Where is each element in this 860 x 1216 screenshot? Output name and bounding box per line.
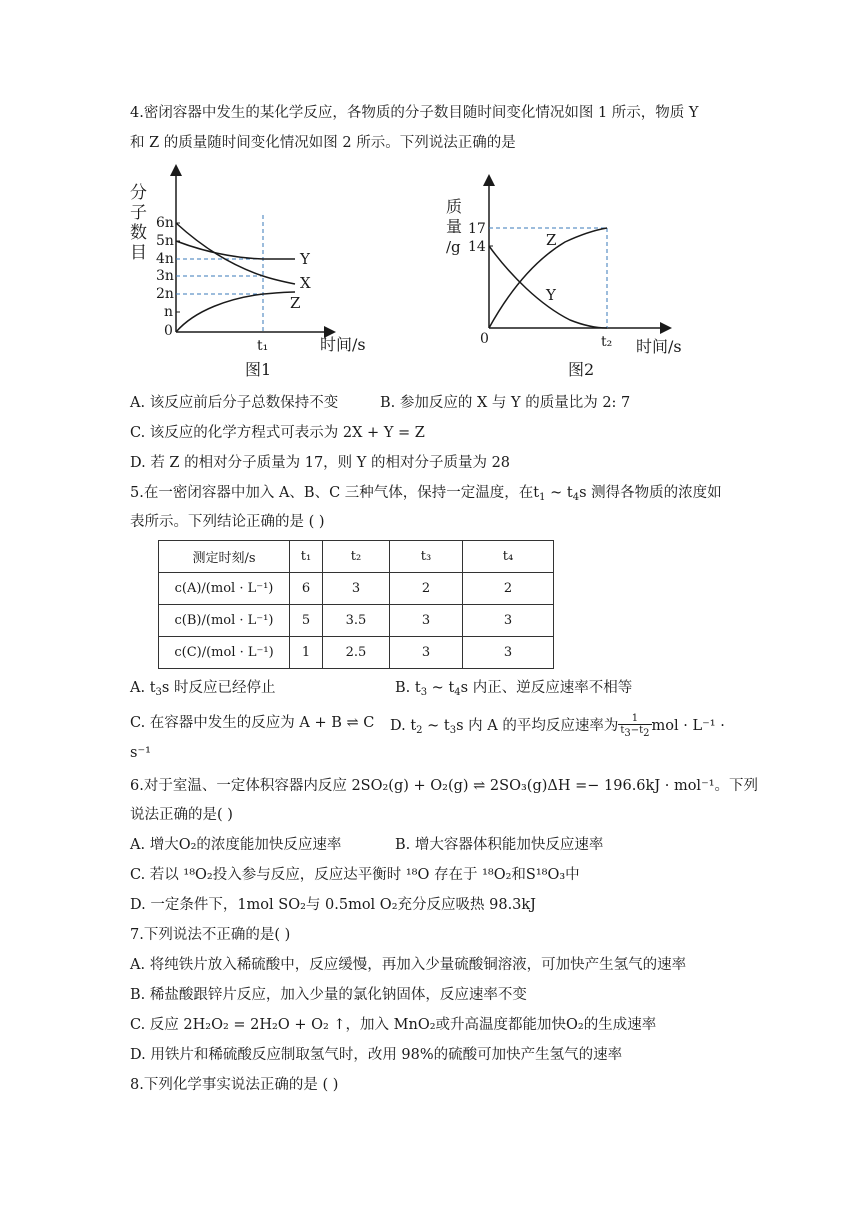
- fig1-series-z: [176, 292, 295, 332]
- q5-concentration-table: [158, 540, 554, 669]
- table-cell: 2: [390, 573, 463, 605]
- q7-option-d: D. 用铁片和稀硫酸反应制取氢气时，改用 98%的硫酸可加快产生氢气的速率: [130, 1047, 623, 1063]
- fig1-ylabel-char: 分: [130, 183, 147, 203]
- q5-option-a: A. $t_3s$ 时反应已经停止: [130, 680, 276, 698]
- fig1-ytick-2n: 2n: [156, 286, 174, 302]
- q5-option-d-text: s 内 A 的平均反应速率为: [456, 718, 619, 734]
- table-header-cell: t₁: [290, 541, 323, 573]
- q5-stem-line2: 表所示。下列结论正确的是 ( ): [130, 514, 325, 530]
- fig2-ylabel-char: 质: [446, 197, 463, 216]
- q6-option-c: C. 若以 ¹⁸O₂投入参与反应，反应达平衡时 ¹⁸O 存在于 ¹⁸O₂和S¹⁸O₃中: [130, 867, 580, 883]
- fig1-label-y: Y: [300, 250, 310, 268]
- fig1-ytick-0: 0: [164, 323, 173, 339]
- q6-option-d: D. 一定条件下，1mol SO₂与 0.5mol O₂充分反应吸热 98.3kJ: [130, 897, 536, 913]
- table-cell: 3: [323, 573, 390, 605]
- table-row: [159, 605, 554, 637]
- q4-option-d: D. 若 Z 的相对分子质量为 17，则 Y 的相对分子质量为 28: [130, 455, 511, 471]
- fig2-origin: 0: [480, 331, 489, 347]
- fig2-ytick-14: 14: [468, 239, 486, 255]
- fig2-caption: 图2: [568, 360, 595, 379]
- q7-option-a: A. 将纯铁片放入稀硫酸中，反应缓慢，再加入少量硫酸铜溶液，可加快产生氢气的速率: [130, 957, 687, 973]
- fig2-label-y: Y: [546, 286, 556, 304]
- fig2-xtick-t2: t₂: [601, 334, 613, 350]
- table-header-cell: t₂: [323, 541, 390, 573]
- fig1-ytick-3n: 3n: [156, 268, 174, 284]
- fig1-ylabel-char: 数: [130, 223, 147, 243]
- fig1-ytick-5n: 5n: [156, 233, 174, 249]
- fig2-ylabel-char: /g: [446, 238, 461, 256]
- table-cell: 3: [390, 637, 463, 669]
- fig1-series-x: [176, 223, 295, 284]
- q5-stem-part-b: 测得各物质的浓度如: [591, 485, 722, 501]
- q5-option-d-unit: mol · L⁻¹ ·: [651, 718, 725, 734]
- q6-option-b: B. 增大容器体积能加快反应速率: [395, 837, 604, 853]
- fig1-ytick-4n: 4n: [156, 251, 174, 267]
- q5-option-d-unit-tail: s⁻¹: [130, 745, 151, 761]
- q7-option-b: B. 稀盐酸跟锌片反应，加入少量的氯化钠固体，反应速率不变: [130, 987, 527, 1003]
- table-cell: 3.5: [323, 605, 390, 637]
- fig1-ytick-6n: 6n: [156, 215, 174, 231]
- fig1-xtick-t1: t₁: [257, 338, 269, 354]
- q5-option-d: D. $t_2$ ~ $t_3s$ 内 A 的平均反应速率为 $\frac{1}{t_3-t_2}$ mol · L⁻¹ ·: [390, 713, 725, 739]
- q7-stem: 7.下列说法不正确的是( ): [130, 927, 291, 943]
- q4-option-a: A. 该反应前后分子总数保持不变: [130, 395, 339, 411]
- fig1-ytick-n: n: [164, 304, 174, 320]
- q8-stem: 8.下列化学事实说法正确的是 ( ): [130, 1077, 339, 1093]
- table-header-cell: t₄: [463, 541, 554, 573]
- q7-option-c: C. 反应 2H₂O₂ = 2H₂O + O₂ ↑，加入 MnO₂或升高温度都能加快O₂的生成速率: [130, 1017, 657, 1033]
- table-cell: 6: [290, 573, 323, 605]
- table-cell: 2.5: [323, 637, 390, 669]
- fig1-xlabel: 时间/s: [320, 335, 366, 354]
- fig1-ylabel-char: 子: [130, 203, 147, 223]
- figure-1-chart: [120, 160, 410, 385]
- table-row: [159, 573, 554, 605]
- figure-2-chart: [440, 170, 710, 385]
- table-cell: 3: [463, 637, 554, 669]
- table-cell: c(B)/(mol · L⁻¹): [159, 605, 290, 637]
- fig2-ylabel-char: 量: [446, 217, 463, 236]
- q5-stem-line1: 5.在一密闭容器中加入 A、B、C 三种气体，保持一定温度，在$t_1$ ~ $t_4s$ 测得各物质的浓度如: [130, 485, 722, 503]
- table-cell: 1: [290, 637, 323, 669]
- table-row: [159, 541, 554, 573]
- q6-stem-line2: 说法正确的是( ): [130, 807, 233, 823]
- table-header-cell: 测定时刻/s: [159, 541, 290, 573]
- fig1-ylabel-char: 目: [130, 243, 147, 263]
- fig2-label-z: Z: [546, 231, 557, 249]
- table-cell: 5: [290, 605, 323, 637]
- q4-stem-line1: 4.密闭容器中发生的某化学反应，各物质的分子数目随时间变化情况如图 1 所示，物质 Y: [130, 105, 699, 121]
- fig2-ytick-17: 17: [468, 221, 486, 237]
- fig1-label-x: X: [300, 274, 311, 292]
- q5-option-a-text: s 时反应已经停止: [161, 680, 276, 696]
- table-row: [159, 637, 554, 669]
- q6-option-a: A. 增大O₂的浓度能加快反应速率: [130, 837, 342, 853]
- q5-stem-part-a: 5.在一密闭容器中加入 A、B、C 三种气体，保持一定温度，在: [130, 485, 534, 501]
- table-cell: 3: [463, 605, 554, 637]
- q5-option-b-text: s 内正、逆反应速率不相等: [460, 680, 633, 696]
- fig1-label-z: Z: [290, 294, 301, 312]
- q4-option-b: B. 参加反应的 X 与 Y 的质量比为 2: 7: [380, 395, 631, 411]
- q6-stem-line1: 6.对于室温、一定体积容器内反应 2SO₂(g) + O₂(g) ⇌ 2SO₃(g)ΔH =− 196.6kJ · mol⁻¹。下列: [130, 778, 759, 794]
- fig1-caption: 图1: [245, 360, 272, 379]
- table-cell: c(C)/(mol · L⁻¹): [159, 637, 290, 669]
- table-header-cell: t₃: [390, 541, 463, 573]
- table-cell: 3: [390, 605, 463, 637]
- q4-option-c: C. 该反应的化学方程式可表示为 2X + Y = Z: [130, 425, 425, 441]
- q5-option-c: C. 在容器中发生的反应为 A + B ⇌ C: [130, 715, 375, 731]
- fig1-series-y: [176, 241, 295, 259]
- table-cell: c(A)/(mol · L⁻¹): [159, 573, 290, 605]
- table-cell: 2: [463, 573, 554, 605]
- rate-fraction: $\frac{1}{t_3-t_2}$: [620, 713, 650, 739]
- fig2-xlabel: 时间/s: [636, 337, 682, 356]
- q4-stem-line2: 和 Z 的质量随时间变化情况如图 2 所示。下列说法正确的是: [130, 135, 516, 151]
- q5-option-b: B. $t_3$ ~ $t_4s$ 内正、逆反应速率不相等: [395, 680, 633, 698]
